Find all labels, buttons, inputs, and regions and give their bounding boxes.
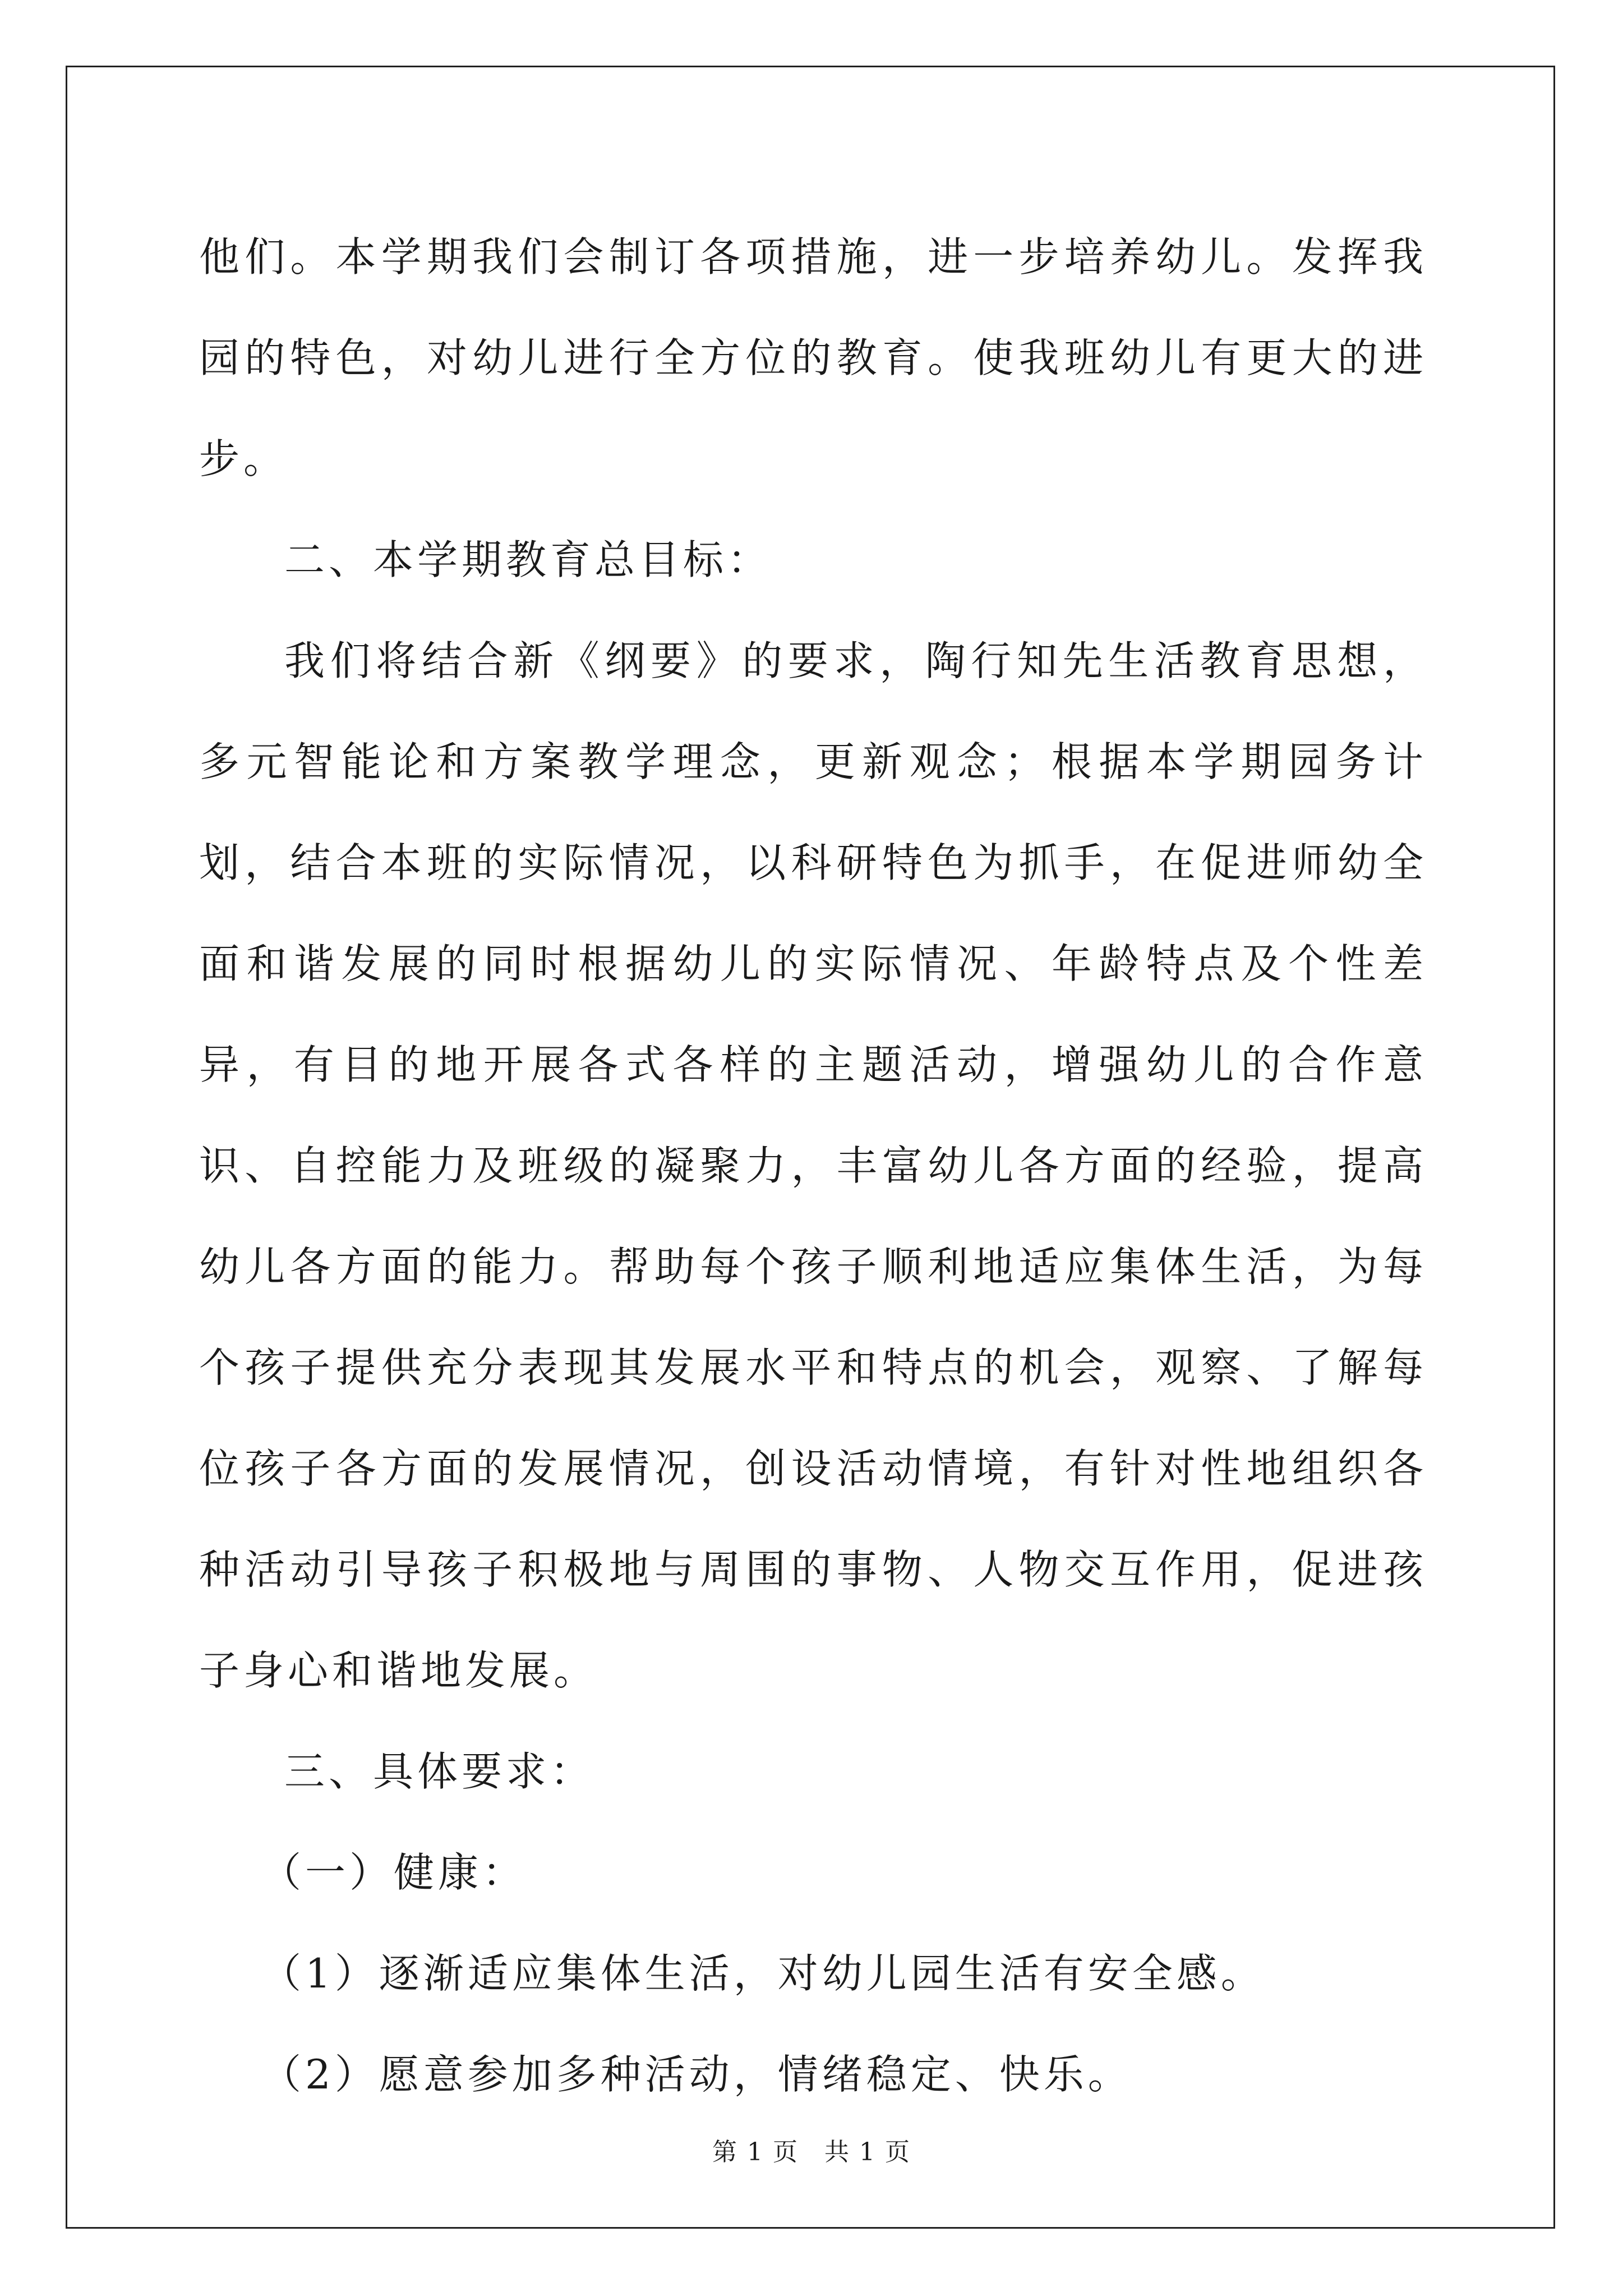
document-body (199, 206, 1427, 2125)
list-item-1: （1）逐渐适应集体生活，对幼儿园生活有安全感。 (261, 1950, 1265, 1997)
paragraph-goals: 我们将结合新《纲要》的要求，陶行知先生活教育思想，多元智能论和方案教学理念，更新观念；根据本学期园务计划，结合本班的实际情况，以科研特色为抓手，在促进师幼全面和谐发展的同时根据幼儿的实际情况、年龄特点及个性差异，有目的地开展各式各样的主题活动，增强幼儿的合作意识、自控能力及班级的凝聚力，丰富幼儿各方面的经验，提高幼儿各方面的能力。帮助每个孩子顺利地适应集体生活，为每个孩子提供充分表现其发展水平和特点的机会，观察、了解每位孩子各方面的发展情况，创设活动情境，有针对性地组织各种活动引导孩子积极地与周围的事物、人物交互作用，促进孩子身心和谐地发展。 (199, 637, 1427, 1694)
subheading-health: （一）健康： (261, 1849, 527, 1896)
heading-education-goals: 二、本学期教育总目标： (284, 536, 772, 583)
heading-requirements: 三、具体要求： (284, 1748, 595, 1795)
paragraph-intro: 他们。本学期我们会制订各项措施，进一步培养幼儿。发挥我园的特色，对幼儿进行全方位的教育。使我班幼儿有更大的进步。 (199, 233, 1427, 482)
list-item-2: （2）愿意参加多种活动，情绪稳定、快乐。 (261, 2051, 1132, 2098)
page-number-footer: 第 1 页 共 1 页 (712, 2138, 911, 2166)
